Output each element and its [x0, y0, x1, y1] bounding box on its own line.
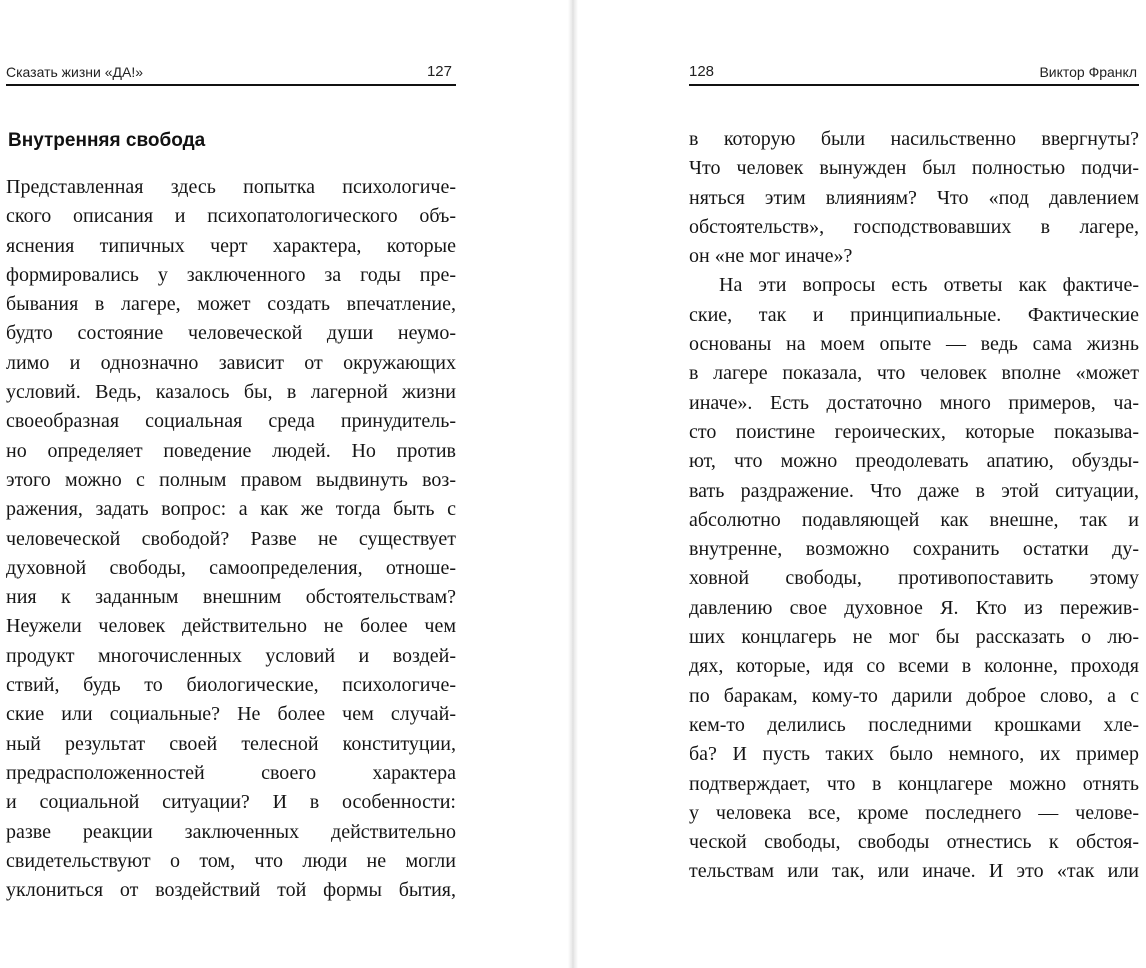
text-line: разве реакции заключенных действительно — [6, 820, 456, 843]
left-page-text — [6, 173, 456, 905]
text-line: свидетельствуют о том, что люди не могли — [6, 849, 456, 872]
left-running-title: Сказать жизни «ДА!» — [6, 64, 143, 80]
right-page — [689, 0, 1139, 968]
text-line: подтверждает, что в концлагере можно отнять — [689, 772, 1139, 795]
text-line: иначе». Есть достаточно много примеров, ча- — [689, 391, 1139, 414]
text-line: у человека все, кроме последнего — челове- — [689, 801, 1139, 824]
right-running-head — [689, 62, 1139, 86]
text-line: Неужели человек действительно не более чем — [6, 615, 456, 638]
right-running-title: Виктор Франкл — [1039, 64, 1137, 80]
text-line: ховной свободы, противопоставить этому — [689, 567, 1139, 590]
text-line: обстоятельств», господствовавших в лагере, — [689, 215, 1139, 238]
text-line: Что человек вынужден был полностью подчи- — [689, 157, 1139, 180]
text-line: ские, так и принципиальные. Фактические — [689, 303, 1139, 326]
text-line: ствий, будь то биологические, психологиче- — [6, 674, 456, 697]
text-line: дях, которые, идя со всеми в колонне, проходя — [689, 655, 1139, 678]
text-line: ческой свободы, свободы отнестись к обстоя- — [689, 831, 1139, 854]
text-line: абсолютно подавляющей как внешне, так и — [689, 508, 1139, 531]
text-line: ный результат своей телесной конституции, — [6, 732, 456, 755]
text-line: давлению свое духовное Я. Кто из пережив- — [689, 596, 1139, 619]
text-line: своеобразная социальная среда принудитель- — [6, 410, 456, 433]
text-line: Представленная здесь попытка психологиче- — [6, 176, 456, 198]
text-line: в лагере показала, что человек вполне «может — [689, 362, 1139, 385]
text-line: На эти вопросы есть ответы как фактиче- — [719, 274, 1139, 297]
text-line: ния к заданным внешним обстоятельствам? — [6, 586, 456, 609]
text-line: тельствам или так, или иначе. И это «так или — [689, 860, 1139, 883]
text-line: ба? И пусть таких было немного, их пример — [689, 743, 1139, 766]
text-line: внутренне, возможно сохранить остатки ду- — [689, 538, 1139, 561]
text-line: но определяет поведение людей. Но против — [6, 439, 456, 462]
right-page-number: 128 — [689, 63, 715, 80]
text-line: будто состояние человеческой души неумо- — [6, 322, 456, 345]
left-running-head — [6, 62, 456, 86]
text-line: ские или социальные? Не более чем случай- — [6, 703, 456, 726]
text-line: и социальной ситуации? И в особенности: — [6, 791, 456, 814]
text-line: бывания в лагере, может создать впечатление, — [6, 293, 456, 316]
text-line: лимо и однозначно зависит от окружающих — [6, 351, 456, 374]
section-heading: Внутренняя свобода — [8, 130, 206, 151]
text-line: он «не мог иначе»? — [689, 245, 853, 268]
text-line: духовной свободы, самоопределения, отноше- — [6, 556, 456, 579]
text-line: формировались у заключенного за годы пре- — [6, 263, 456, 286]
text-line: человеческой свободой? Разве не существует — [6, 527, 456, 550]
text-line: ражения, задать вопрос: а как же тогда быть с — [6, 498, 456, 521]
text-line: уклониться от воздействий той формы бытия, — [6, 879, 456, 902]
right-page-text — [689, 125, 1139, 887]
text-line: предрасположенностей своего характера — [6, 761, 456, 784]
left-page — [6, 0, 456, 968]
text-line: ского описания и психопатологического объ- — [6, 205, 456, 228]
text-line: няться этим влияниям? Что «под давлением — [689, 186, 1139, 209]
text-line: ших концлагерь не мог бы рассказать о лю- — [689, 626, 1139, 649]
text-line: условий. Ведь, казалось бы, в лагерной жизни — [6, 381, 456, 404]
text-line: яснения типичных черт характера, которые — [6, 234, 456, 257]
text-line: кем-то делились последними крошками хле- — [689, 713, 1139, 736]
text-line: ют, что можно преодолевать апатию, обузды- — [689, 450, 1139, 473]
text-line: сто поистине героических, которые показыва- — [689, 420, 1139, 443]
book-gutter — [568, 0, 578, 968]
text-line: основаны на моем опыте — ведь сама жизнь — [689, 333, 1139, 356]
text-line: продукт многочисленных условий и воздей- — [6, 644, 456, 667]
text-line: по баракам, кому-то дарили доброе слово, а с — [689, 684, 1139, 707]
text-line: этого можно с полным правом выдвинуть воз- — [6, 468, 456, 491]
text-line: в которую были насильственно ввергнуты? — [689, 128, 1139, 150]
left-page-number: 127 — [426, 63, 452, 80]
text-line: вать раздражение. Что даже в этой ситуации, — [689, 479, 1139, 502]
